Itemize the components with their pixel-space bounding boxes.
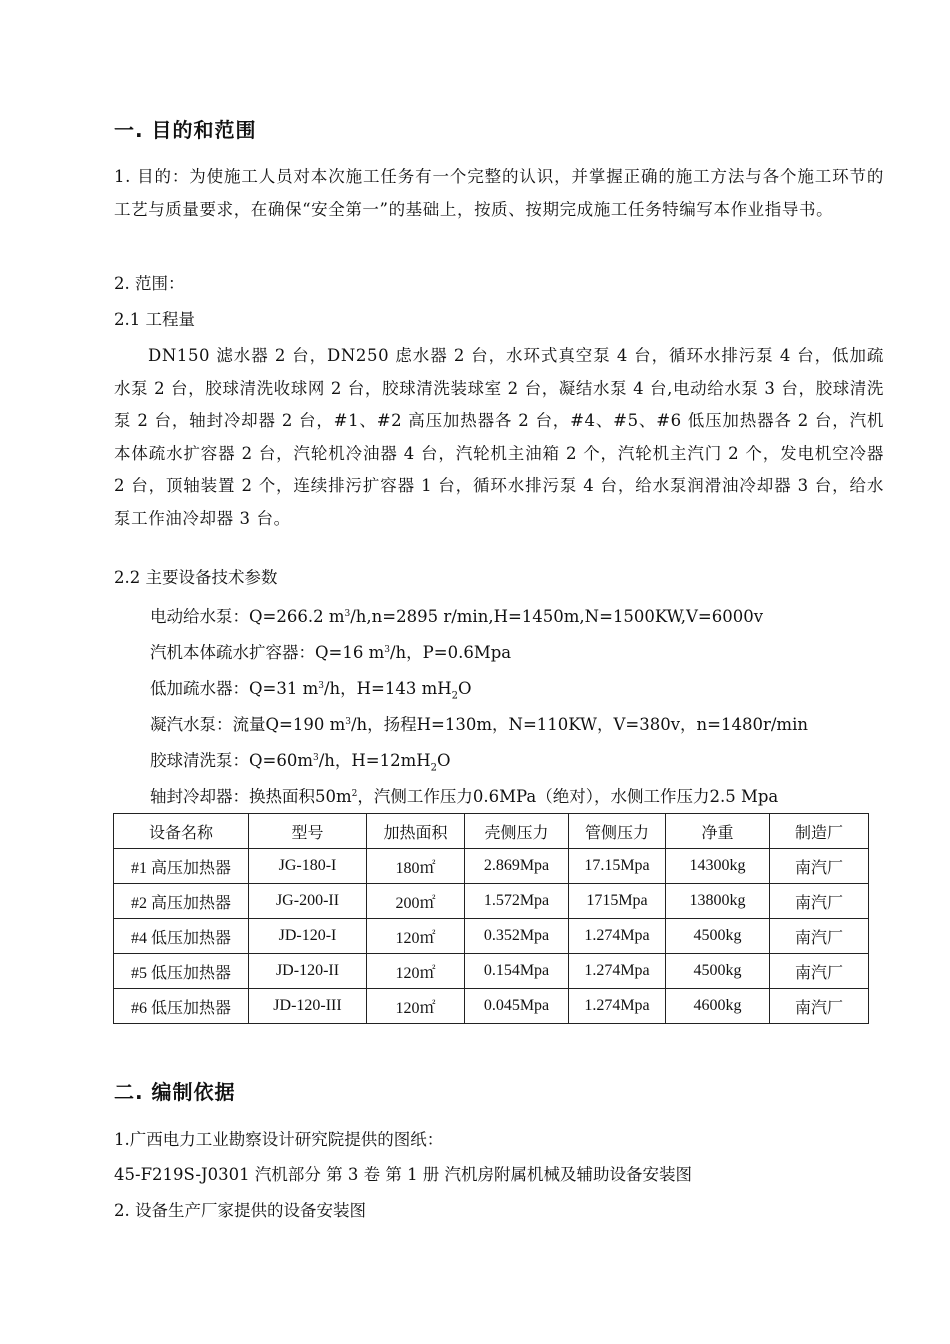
purpose-text: 为使施工人员对本次施工任务有一个完整的认识，并掌握正确的施工方法与各个施工环节的工艺与质量要求，在确保“安全第一”的基础上，按质、按期完成施工任务特编写本作业指导书。 <box>114 167 885 219</box>
cell: 13800kg <box>666 884 770 919</box>
cell: JG-200-II <box>249 884 367 919</box>
cell: JD-120-III <box>249 989 367 1024</box>
section-1-title: 一. 目的和范围 <box>114 118 257 142</box>
quantity-heading: 2.1 工程量 <box>114 310 195 329</box>
param-ball-pump: 胶球清洗泵：$Q=60m^3/h$，$H=12mH_2O$ <box>150 751 451 774</box>
table-row <box>114 919 869 954</box>
cell: JG-180-I <box>249 849 367 884</box>
header-name: 设备名称 <box>114 814 249 849</box>
cell: 4600kg <box>666 989 770 1024</box>
cell: 4500kg <box>666 954 770 989</box>
table-header-row <box>114 814 869 849</box>
cell: JD-120-II <box>249 954 367 989</box>
cell: 180㎡ <box>367 849 465 884</box>
cell: 南汽厂 <box>770 849 869 884</box>
heater-spec-table <box>113 813 869 1024</box>
params-heading: 2.2 主要设备技术参数 <box>114 568 278 587</box>
purpose-paragraph <box>114 161 884 226</box>
cell: 120㎡ <box>367 954 465 989</box>
param-gland-cooler: 轴封冷却器：换热面积$50m^2$，汽侧工作压力0.6MPa（绝对），水侧工作压力2.5 Mpa <box>150 787 779 806</box>
cell: 1.274Mpa <box>569 989 666 1024</box>
section-2-title: 二. 编制依据 <box>114 1080 236 1104</box>
table-row <box>114 989 869 1024</box>
quantity-paragraph: DN150 滤水器 2 台，DN250 虑水器 2 台，水环式真空泵 4 台，循环水排污泵 4 台，低加疏水泵 2 台，胶球清洗收球网 2 台，胶球清洗装球室 2 台，凝结水泵 4 台,电动给水泵 3 台，胶球清洗泵 2 台，轴封冷却器 2 台，#1、#2 高压加热器各 2 台，#4、#5、#6 低压加热器各 2 台，汽机本体疏水扩容器 2 台，汽轮机冷油器 4 台，汽轮机主油箱 2 个，汽轮机主汽门 2 个，发电机空冷器 2 台，顶轴装置 2 个，连续排污扩容器 1 台，循环水排污泵 4 台，给水泵润滑油冷却器 3 台，给水泵工作油冷却器 3 台。 <box>114 346 884 528</box>
cell: 南汽厂 <box>770 954 869 989</box>
basis-item-1: 1.广西电力工业勘察设计研究院提供的图纸： <box>114 1130 444 1149</box>
cell: 200㎡ <box>367 884 465 919</box>
cell: 120㎡ <box>367 919 465 954</box>
cell: #1 高压加热器 <box>114 849 249 884</box>
param-drain-expander: 汽机本体疏水扩容器：Q=16 $m^3/h$，P=0.6Mpa <box>150 643 512 662</box>
table-row <box>114 849 869 884</box>
cell: #4 低压加热器 <box>114 919 249 954</box>
cell: #5 低压加热器 <box>114 954 249 989</box>
header-shell-pressure: 壳侧压力 <box>465 814 569 849</box>
cell: #2 高压加热器 <box>114 884 249 919</box>
cell: 2.869Mpa <box>465 849 569 884</box>
cell: 17.15Mpa <box>569 849 666 884</box>
cell: 4500kg <box>666 919 770 954</box>
header-model: 型号 <box>249 814 367 849</box>
header-weight: 净重 <box>666 814 770 849</box>
table-row <box>114 954 869 989</box>
cell: 南汽厂 <box>770 989 869 1024</box>
param-condensate-pump: 凝汽水泵：流量Q=190 $m^3/h$，扬程H=130m，N=110KW，V=380v，n=1480r/min <box>150 715 808 734</box>
cell: 120㎡ <box>367 989 465 1024</box>
cell: #6 低压加热器 <box>114 989 249 1024</box>
cell: 14300kg <box>666 849 770 884</box>
purpose-label: 1. 目的： <box>114 167 190 186</box>
cell: 0.154Mpa <box>465 954 569 989</box>
cell: JD-120-I <box>249 919 367 954</box>
header-tube-pressure: 管侧压力 <box>569 814 666 849</box>
cell: 南汽厂 <box>770 919 869 954</box>
table-row <box>114 884 869 919</box>
cell: 1715Mpa <box>569 884 666 919</box>
basis-item-1-detail: 45-F219S-J0301 汽机部分 第 3 卷 第 1 册 汽机房附属机械及辅助设备安装图 <box>114 1165 693 1184</box>
basis-item-2: 2. 设备生产厂家提供的设备安装图 <box>114 1201 366 1220</box>
cell: 1.274Mpa <box>569 919 666 954</box>
header-manufacturer: 制造厂 <box>770 814 869 849</box>
cell: 南汽厂 <box>770 884 869 919</box>
cell: 1.572Mpa <box>465 884 569 919</box>
cell: 1.274Mpa <box>569 954 666 989</box>
scope-label: 2. 范围： <box>114 274 185 293</box>
cell: 0.045Mpa <box>465 989 569 1024</box>
param-feed-pump: 电动给水泵：Q=266.2 $m^3/h,n=2895$ r/min,H=1450m,N=1500KW,V=6000v <box>150 607 764 626</box>
param-drain-cooler: 低加疏水器：Q=31 $m^3/h$，H=143 $mH_2O$ <box>150 679 472 702</box>
header-area: 加热面积 <box>367 814 465 849</box>
cell: 0.352Mpa <box>465 919 569 954</box>
